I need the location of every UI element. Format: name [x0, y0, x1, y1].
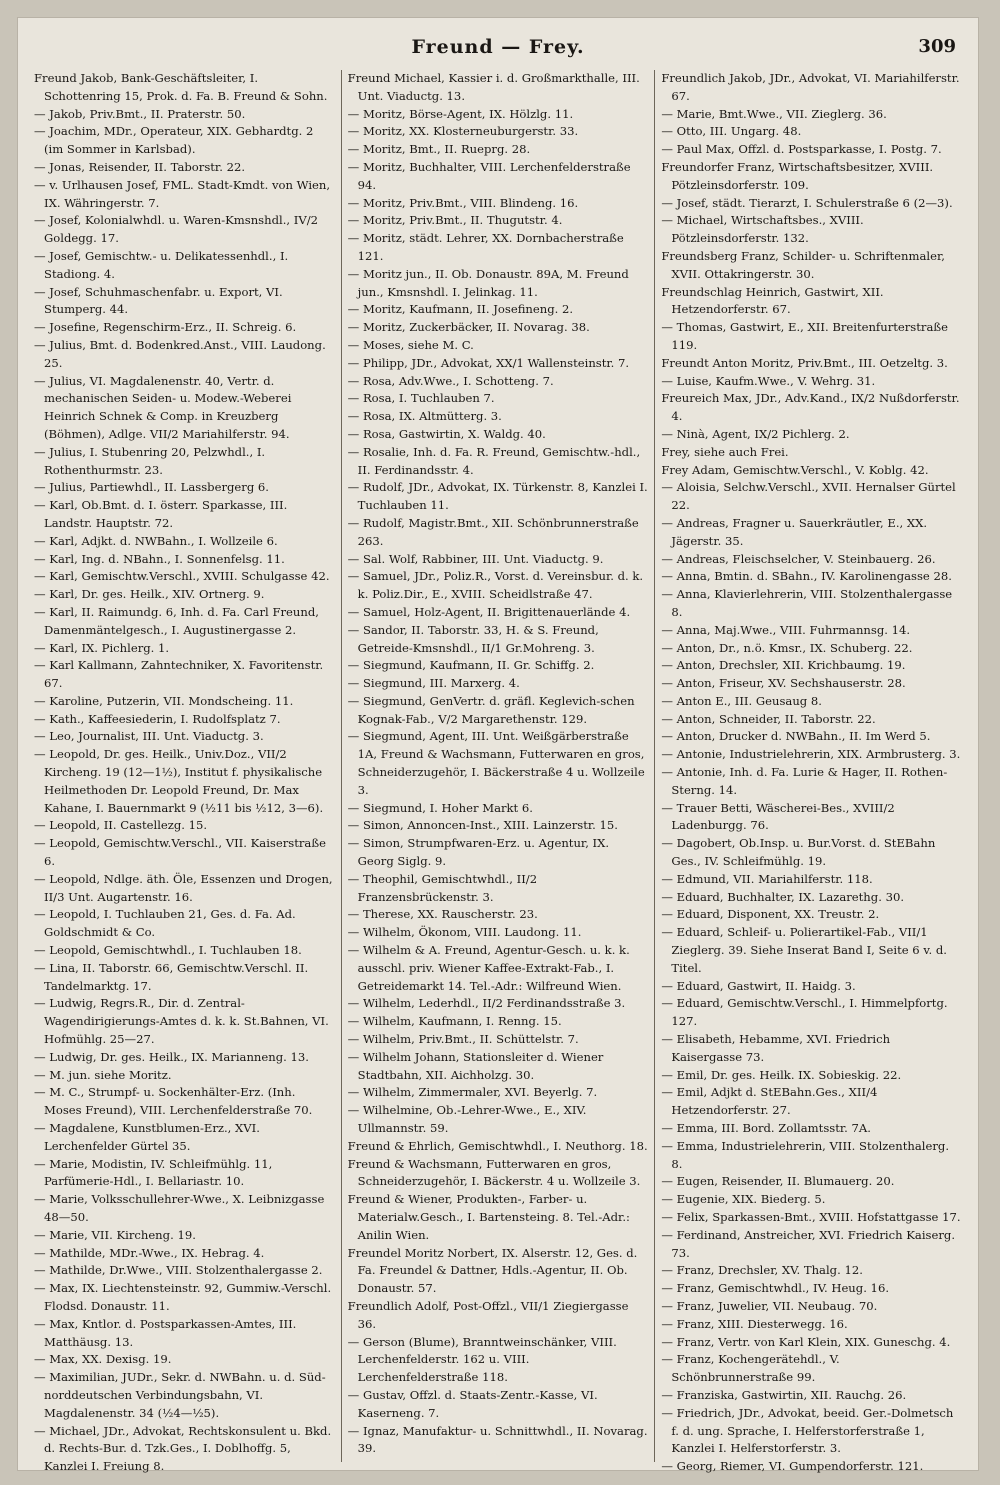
directory-entry: — Anna, Bmtin. d. SBahn., IV. Karolinengasse 28.	[661, 569, 952, 584]
directory-entry: — Leopold, II. Castellezg. 15.	[34, 818, 208, 833]
directory-entry: Freundel Moritz Norbert, IX. Alserstr. 12, Ges. d. Fa. Freundel & Dattner, Hdls.-Agentur, II. Ob. Donaustr. 57.	[347, 1245, 638, 1296]
column-middle	[342, 70, 656, 1462]
directory-entry: Freundsberg Franz, Schilder- u. Schriftenmaler, XVII. Ottakringerstr. 30.	[661, 248, 945, 281]
directory-entry: — Leopold, Gemischtw.Verschl., VII. Kaiserstraße 6.	[34, 836, 326, 869]
directory-entry: — Karl, Gemischtw.Verschl., XVIII. Schulgasse 42.	[34, 569, 330, 584]
directory-entry: — Leopold, Dr. ges. Heilk., Univ.Doz., VII/2 Kircheng. 19 (12—1½), Institut f. physikalische Heilmethoden Dr. Leopold Freund, Dr. Max Kahane, I. Bauernmarkt 9 (½11 bis ½12, 3—6).	[34, 747, 324, 815]
directory-entry: — Rosalie, Inh. d. Fa. R. Freund, Gemischtw.-hdl., II. Ferdinandsstr. 4.	[347, 444, 641, 477]
directory-entry: — Leo, Journalist, III. Unt. Viaductg. 3.	[34, 729, 264, 744]
directory-entry: — Dagobert, Ob.Insp. u. Bur.Vorst. d. StEBahn Ges., IV. Schleifmühlg. 19.	[661, 836, 936, 869]
directory-entry: — Emil, Adjkt d. StEBahn.Ges., XII/4 Hetzendorferstr. 27.	[661, 1085, 878, 1118]
directory-entry: — Marie, VII. Kircheng. 19.	[34, 1227, 196, 1242]
directory-entry: — Leopold, Ndlge. äth. Öle, Essenzen und Drogen, II/3 Unt. Augartenstr. 16.	[34, 871, 333, 904]
directory-entry: — Wilhelm, Priv.Bmt., II. Schüttelstr. 7.	[347, 1032, 579, 1047]
column-left	[28, 70, 342, 1474]
directory-entry: — Wilhelm, Kaufmann, I. Renng. 15.	[347, 1014, 562, 1029]
directory-entry: — Wilhelm, Zimmermaler, XVI. Beyerlg. 7.	[347, 1085, 598, 1100]
directory-entry: — Antonie, Industrielehrerin, XIX. Armbrusterg. 3.	[661, 747, 961, 762]
directory-entry: — Gustav, Offzl. d. Staats-Zentr.-Kasse, VI. Kaserneng. 7.	[347, 1387, 598, 1420]
directory-entry: — Karl, Ing. d. NBahn., I. Sonnenfelsg. 11.	[34, 551, 285, 566]
directory-entry: — Eduard, Buchhalter, IX. Lazarethg. 30.	[661, 889, 905, 904]
directory-entry: — Rudolf, JDr., Advokat, IX. Türkenstr. 8, Kanzlei I. Tuchlauben 11.	[347, 480, 648, 513]
directory-entry: — Anna, Klavierlehrerin, VIII. Stolzenthalergasse 8.	[661, 587, 953, 619]
directory-entry: — Anton, Friseur, XV. Sechshauserstr. 28.	[661, 676, 906, 691]
directory-entry: — Simon, Annoncen-Inst., XIII. Lainzerstr. 15.	[347, 818, 618, 833]
columns	[28, 70, 968, 1474]
directory-entry: — Anna, Maj.Wwe., VIII. Fuhrmannsg. 14.	[661, 622, 911, 637]
directory-entry: — Andreas, Fragner u. Sauerkräutler, E., XX. Jägerstr. 35.	[661, 515, 928, 548]
directory-entry: — Moritz, XX. Klosterneuburgerstr. 33.	[347, 124, 579, 139]
directory-entry: — Siegmund, Agent, III. Unt. Weißgärberstraße 1A, Freund & Wachsmann, Futterwaren en gros, Schneiderzugehör, I. Bäckerstraße 4 u. Wollzeile 3.	[347, 729, 645, 797]
directory-entry: Freund & Wiener, Produkten-, Farber- u. Materialw.Gesch., I. Bartensteing. 8. Tel.-Adr.: Anilin Wien.	[347, 1192, 630, 1242]
directory-entry: — Marie, Modistin, IV. Schleifmühlg. 11, Parfümerie-Hdl., I. Bellariastr. 10.	[34, 1156, 273, 1189]
directory-entry: — Moses, siehe M. C.	[347, 337, 474, 352]
directory-entry: Freund Jakob, Bank-Geschäftsleiter, I. Schottenring 15, Prok. d. Fa. B. Freund & Sohn.	[34, 71, 328, 103]
directory-entry: Frey, siehe auch Frei.	[661, 444, 789, 459]
directory-entry: — Karl, IX. Pichlerg. 1.	[34, 640, 170, 655]
directory-entry: — Josef, Gemischtw.- u. Delikatessenhdl., I. Stadiong. 4.	[34, 248, 289, 281]
directory-entry: — Samuel, Holz-Agent, II. Brigittenauerlände 4.	[347, 604, 631, 619]
directory-entry: — Anton, Drucker d. NWBahn., II. Im Werd 5.	[661, 729, 931, 744]
directory-entry: — Siegmund, III. Marxerg. 4.	[347, 676, 520, 691]
directory-entry: — Franz, Kochengerätehdl., V. Schönbrunnerstraße 99.	[661, 1352, 840, 1385]
directory-entry: — Friedrich, JDr., Advokat, beeid. Ger.-Dolmetsch f. d. ung. Sprache, I. Helferstorferstraße 1, Kanzlei I. Helferstorferstr. 3.	[661, 1405, 954, 1456]
directory-entry: — Julius, Partiewhdl., II. Lassbergerg 6.	[34, 480, 269, 495]
directory-entry: — Trauer Betti, Wäscherei-Bes., XVIII/2 Ladenburgg. 76.	[661, 800, 895, 833]
directory-entry: — Anton, Drechsler, XII. Krichbaumg. 19.	[661, 658, 906, 673]
directory-entry: Freundorfer Franz, Wirtschaftsbesitzer, XVIII. Pötzleinsdorferstr. 109.	[661, 159, 934, 192]
directory-entry: — Ninà, Agent, IX/2 Pichlerg. 2.	[661, 426, 850, 441]
directory-entry: — Paul Max, Offzl. d. Postsparkasse, I. Postg. 7.	[661, 142, 942, 157]
directory-entry: — Mathilde, Dr.Wwe., VIII. Stolzenthalergasse 2.	[34, 1263, 323, 1278]
directory-entry: Freureich Max, JDr., Adv.Kand., IX/2 Nußdorferstr. 4.	[661, 391, 960, 424]
directory-entry: — Moritz jun., II. Ob. Donaustr. 89A, M. Freund jun., Kmsnshdl. I. Jelinkag. 11.	[347, 266, 629, 299]
directory-entry: — Siegmund, I. Hoher Markt 6.	[347, 800, 533, 815]
directory-entry: — Moritz, Börse-Agent, IX. Hölzlg. 11.	[347, 106, 574, 121]
directory-entry: Freundt Anton Moritz, Priv.Bmt., III. Oetzeltg. 3.	[661, 355, 948, 370]
directory-entry: — Felix, Sparkassen-Bmt., XVIII. Hofstattgasse 17.	[661, 1210, 961, 1224]
directory-entry: — M. jun. siehe Moritz.	[34, 1067, 172, 1082]
directory-entry: — Josefine, Regenschirm-Erz., II. Schreig. 6.	[34, 320, 297, 335]
directory-entry: — Julius, I. Stubenring 20, Pelzwhdl., I. Rothenthurmstr. 23.	[34, 444, 266, 477]
page-number: 309	[918, 36, 956, 57]
directory-entry: — Siegmund, GenVertr. d. gräfl. Keglevich-schen Kognak-Fab., V/2 Margarethenstr. 129.	[347, 693, 635, 726]
directory-entry: — Franziska, Gastwirtin, XII. Rauchg. 26.	[661, 1387, 907, 1402]
directory-entry: — Magdalene, Kunstblumen-Erz., XVI. Lerchenfelder Gürtel 35.	[34, 1121, 260, 1153]
directory-entry: — Mathilde, MDr.-Wwe., IX. Hebrag. 4.	[34, 1245, 265, 1260]
directory-entry: — Rosa, Gastwirtin, X. Waldg. 40.	[347, 426, 546, 441]
directory-entry: — Max, Kntlor. d. Postsparkassen-Amtes, III. Matthäusg. 13.	[34, 1316, 297, 1349]
directory-entry: — Rosa, I. Tuchlauben 7.	[347, 391, 495, 406]
directory-entry: — Franz, Vertr. von Karl Klein, XIX. Guneschg. 4.	[661, 1334, 951, 1349]
directory-entry: — Max, IX. Liechtensteinstr. 92, Gummiw.-Verschl. Flodsd. Donaustr. 11.	[34, 1281, 332, 1313]
directory-entry: — Emil, Dr. ges. Heilk. IX. Sobieskig. 22.	[661, 1067, 902, 1082]
directory-entry: — Eugen, Reisender, II. Blumauerg. 20.	[661, 1174, 895, 1189]
directory-entry: — Eduard, Schleif- u. Polierartikel-Fab., VII/1 Zieglerg. 39. Siehe Inserat Band I, Seite 6 v. d. Titel.	[661, 925, 947, 975]
directory-entry: — Otto, III. Ungarg. 48.	[661, 124, 802, 139]
directory-entry: — Ludwig, Dr. ges. Heilk., IX. Marianneng. 13.	[34, 1049, 309, 1064]
directory-entry: — Julius, VI. Magdalenenstr. 40, Vertr. d. mechanischen Seiden- u. Modew.-Weberei Heinrich Schnek & Comp. in Kreuzberg (Böhmen), Adlge. VII/2 Mariahilferstr. 94.	[34, 373, 292, 441]
directory-entry: — Marie, Bmt.Wwe., VII. Zieglerg. 36.	[661, 106, 887, 121]
directory-entry: — Moritz, Priv.Bmt., II. Thugutstr. 4.	[347, 213, 563, 228]
directory-entry: — Wilhelm & A. Freund, Agentur-Gesch. u. k. k. ausschl. priv. Wiener Kaffee-Extrakt-Fab., I. Getreidemarkt 14. Tel.-Adr.: Wilfreund Wien.	[347, 943, 630, 993]
directory-entry: — Rudolf, Magistr.Bmt., XII. Schönbrunnerstraße 263.	[347, 515, 639, 548]
directory-entry: — Moritz, Zuckerbäcker, II. Novarag. 38.	[347, 320, 590, 335]
directory-entry: — Emma, III. Bord. Zollamtsstr. 7A.	[661, 1121, 871, 1136]
directory-entry: — Michael, JDr., Advokat, Rechtskonsulent u. Bkd. d. Rechts-Bur. d. Tzk.Ges., I. Doblhoffg. 5, Kanzlei I. Freiung 8.	[34, 1423, 332, 1474]
directory-entry: — Julius, Bmt. d. Bodenkred.Anst., VIII. Laudong. 25.	[34, 337, 326, 370]
directory-entry: — Wilhelm, Ökonom, VIII. Laudong. 11.	[347, 925, 582, 940]
directory-entry: — Karl, Dr. ges. Heilk., XIV. Ortnerg. 9.	[34, 587, 265, 602]
directory-entry: — Anton E., III. Geusaug 8.	[661, 693, 822, 708]
directory-entry: Freund & Ehrlich, Gemischtwhdl., I. Neuthorg. 18.	[347, 1138, 648, 1153]
directory-entry: — Georg, Riemer, VI. Gumpendorferstr. 121.	[661, 1459, 924, 1474]
directory-entry: — Franz, Drechsler, XV. Thalg. 12.	[661, 1263, 863, 1278]
directory-entry: — Sandor, II. Taborstr. 33, H. & S. Freund, Getreide-Kmsnshdl., II/1 Gr.Mohreng. 3.	[347, 622, 599, 655]
column-right	[655, 70, 968, 1474]
directory-entry: — Michael, Wirtschaftsbes., XVIII. Pötzleinsdorferstr. 132.	[661, 213, 864, 246]
directory-entry: Freundlich Jakob, JDr., Advokat, VI. Mariahilferstr. 67.	[661, 71, 960, 103]
directory-entry: — Eduard, Gemischtw.Verschl., I. Himmelpfortg. 127.	[661, 996, 948, 1029]
directory-entry: — Ferdinand, Anstreicher, XVI. Friedrich Kaiserg. 73.	[661, 1227, 956, 1260]
directory-entry: — Wilhelmine, Ob.-Lehrer-Wwe., E., XIV. Ullmannstr. 59.	[347, 1103, 587, 1136]
directory-entry: Freund & Wachsmann, Futterwaren en gros, Schneiderzugehör, I. Bäckerstr. 4 u. Wollzeile 3.	[347, 1156, 641, 1189]
directory-entry: — Moritz, Kaufmann, II. Josefineng. 2.	[347, 302, 574, 317]
directory-entry: — Moritz, Bmt., II. Rueprg. 28.	[347, 142, 531, 157]
directory-entry: — Karl Kallmann, Zahntechniker, X. Favoritenstr. 67.	[34, 658, 324, 691]
directory-entry: — Karl, Ob.Bmt. d. I. österr. Sparkasse, III. Landstr. Hauptstr. 72.	[34, 498, 288, 530]
directory-entry: Freundlich Adolf, Post-Offzl., VII/1 Ziegiergasse 36.	[347, 1298, 629, 1331]
directory-entry: — Gerson (Blume), Branntweinschänker, VIII. Lerchenfelderstr. 162 u. VIII. Lerchenfelderstraße 118.	[347, 1334, 617, 1385]
directory-entry: — Maximilian, JUDr., Sekr. d. NWBahn. u. d. Süd-norddeutschen Verbindungsbahn, VI. Magdalenenstr. 34 (½4—½5).	[34, 1370, 326, 1420]
directory-entry: — Moritz, städt. Lehrer, XX. Dornbacherstraße 121.	[347, 231, 624, 263]
directory-entry: — Philipp, JDr., Advokat, XX/1 Wallensteinstr. 7.	[347, 355, 630, 370]
directory-entry: — Jakob, Priv.Bmt., II. Praterstr. 50.	[34, 106, 246, 121]
directory-entry: — v. Urlhausen Josef, FML. Stadt-Kmdt. von Wien, IX. Währingerstr. 7.	[34, 177, 331, 210]
directory-entry: — Ludwig, Regrs.R., Dir. d. Zentral-Wagendirigierungs-Amtes d. k. k. St.Bahnen, VI. Hofmühlg. 25—27.	[34, 996, 329, 1047]
directory-entry: — Josef, Kolonialwhdl. u. Waren-Kmsnshdl., IV/2 Goldegg. 17.	[34, 213, 319, 246]
directory-entry: — Franz, Gemischtwhdl., IV. Heug. 16.	[661, 1281, 890, 1296]
page-title: Freund — Frey.	[411, 36, 585, 58]
directory-entry: — Siegmund, Kaufmann, II. Gr. Schiffg. 2.	[347, 658, 595, 673]
directory-entry: — Moritz, Priv.Bmt., VIII. Blindeng. 16.	[347, 195, 579, 210]
directory-entry: — Therese, XX. Rauscherstr. 23.	[347, 907, 538, 922]
directory-entry: — Rosa, Adv.Wwe., I. Schotteng. 7.	[347, 373, 554, 388]
directory-entry: — Karoline, Putzerin, VII. Mondscheing. 11.	[34, 693, 294, 708]
page-header	[18, 36, 978, 70]
directory-entry: — Aloisia, Selchw.Verschl., XVII. Hernalser Gürtel 22.	[661, 480, 956, 513]
directory-entry: — Sal. Wolf, Rabbiner, III. Unt. Viaductg. 9.	[347, 551, 604, 566]
directory-entry: — Max, XX. Dexisg. 19.	[34, 1352, 172, 1367]
directory-entry: — Ignaz, Manufaktur- u. Schnittwhdl., II. Novarag. 39.	[347, 1423, 648, 1456]
directory-entry: — Theophil, Gemischtwhdl., II/2 Franzensbrückenstr. 3.	[347, 871, 538, 904]
directory-entry: — Joachim, MDr., Operateur, XIX. Gebhardtg. 2 (im Sommer in Karlsbad).	[34, 124, 314, 157]
directory-entry: — Andreas, Fleischselcher, V. Steinbauerg. 26.	[661, 551, 936, 566]
directory-entry: — Karl, Adjkt. d. NWBahn., I. Wollzeile 6.	[34, 533, 278, 548]
directory-entry: — Leopold, Gemischtwhdl., I. Tuchlauben 18.	[34, 943, 302, 958]
directory-entry: — Josef, städt. Tierarzt, I. Schulerstraße 6 (2—3).	[661, 195, 953, 210]
directory-entry: — Moritz, Buchhalter, VIII. Lerchenfelderstraße 94.	[347, 159, 631, 192]
directory-entry: — Leopold, I. Tuchlauben 21, Ges. d. Fa. Ad. Goldschmidt & Co.	[34, 907, 296, 940]
directory-entry: — Elisabeth, Hebamme, XVI. Friedrich Kaisergasse 73.	[661, 1032, 891, 1064]
directory-entry: — Samuel, JDr., Poliz.R., Vorst. d. Vereinsbur. d. k. k. Poliz.Dir., E., XVIII. Scheidlstraße 47.	[347, 569, 644, 602]
directory-entry: — Eduard, Disponent, XX. Treustr. 2.	[661, 907, 880, 922]
directory-entry: — Anton, Dr., n.ö. Kmsr., IX. Schuberg. 22.	[661, 640, 913, 655]
directory-entry: — Eduard, Gastwirt, II. Haidg. 3.	[661, 978, 856, 993]
directory-entry: — Rosa, IX. Altmütterg. 3.	[347, 409, 502, 424]
directory-entry: — Franz, Juwelier, VII. Neubaug. 70.	[661, 1298, 878, 1313]
directory-entry: — Wilhelm, Lederhdl., II/2 Ferdinandsstraße 3.	[347, 996, 626, 1011]
directory-entry: — Antonie, Inh. d. Fa. Lurie & Hager, II. Rothen-Sterng. 14.	[661, 765, 948, 797]
directory-entry: — Marie, Volksschullehrer-Wwe., X. Leibnizgasse 48—50.	[34, 1192, 325, 1224]
directory-entry: — Emma, Industrielehrerin, VIII. Stolzenthalerg. 8.	[661, 1138, 950, 1171]
directory-entry: — Wilhelm Johann, Stationsleiter d. Wiener Stadtbahn, XII. Aichholzg. 30.	[347, 1049, 604, 1082]
directory-entry: — Kath., Kaffeesiederin, I. Rudolfsplatz 7.	[34, 711, 281, 726]
directory-entry: — Edmund, VII. Mariahilferstr. 118.	[661, 871, 873, 886]
directory-entry: Freundschlag Heinrich, Gastwirt, XII. Hetzendorferstr. 67.	[661, 284, 884, 317]
directory-entry: — Thomas, Gastwirt, E., XII. Breitenfurterstraße 119.	[661, 320, 948, 352]
directory-entry: — Jonas, Reisender, II. Taborstr. 22.	[34, 159, 246, 174]
directory-entry: — Simon, Strumpfwaren-Erz. u. Agentur, IX. Georg Siglg. 9.	[347, 836, 610, 869]
directory-entry: — Josef, Schuhmaschenfabr. u. Export, VI. Stumperg. 44.	[34, 284, 283, 317]
directory-entry: — Luise, Kaufm.Wwe., V. Wehrg. 31.	[661, 373, 876, 388]
directory-entry: — Karl, II. Raimundg. 6, Inh. d. Fa. Carl Freund, Damenmäntelgesch., I. Augustinergasse 2.	[34, 604, 319, 637]
directory-page	[18, 18, 978, 1474]
directory-entry: — Anton, Schneider, II. Taborstr. 22.	[661, 711, 876, 726]
directory-entry: Frey Adam, Gemischtw.Verschl., V. Koblg. 42.	[661, 462, 929, 477]
directory-entry: — M. C., Strumpf- u. Sockenhälter-Erz. (Inh. Moses Freund), VIII. Lerchenfelderstraße 70.	[34, 1085, 313, 1118]
directory-entry: — Franz, XIII. Diesterwegg. 16.	[661, 1316, 848, 1331]
directory-entry: — Eugenie, XIX. Biederg. 5.	[661, 1192, 826, 1207]
directory-entry: — Lina, II. Taborstr. 66, Gemischtw.Verschl. II. Tandelmarktg. 17.	[34, 960, 309, 993]
directory-entry: Freund Michael, Kassier i. d. Großmarkthalle, III. Unt. Viaductg. 13.	[347, 71, 640, 103]
